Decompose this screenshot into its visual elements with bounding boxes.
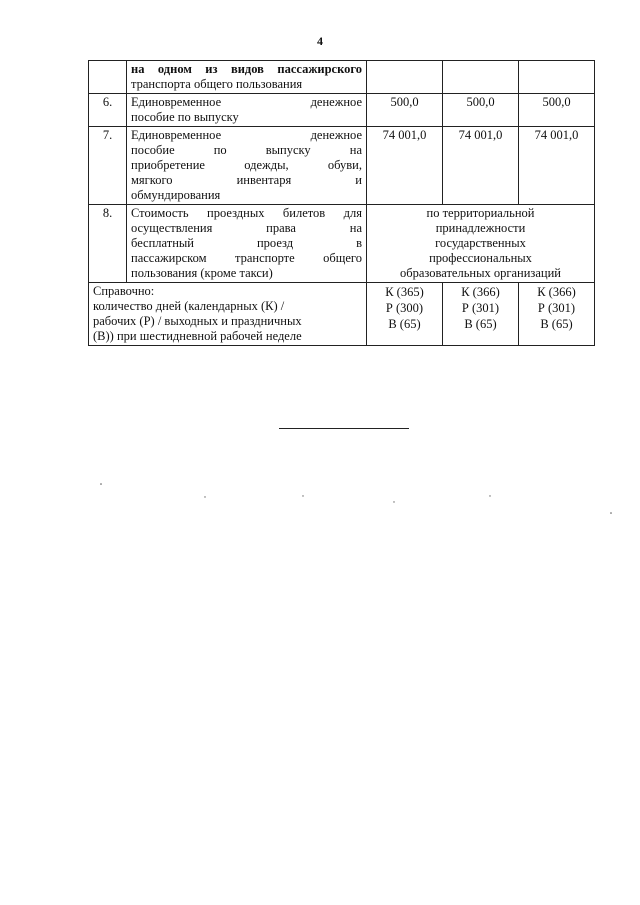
value-cell: 500,0 bbox=[367, 94, 443, 127]
table-row bbox=[89, 205, 595, 283]
value-cell: 74 001,0 bbox=[443, 127, 519, 205]
value-cell: 500,0 bbox=[519, 94, 595, 127]
value-cell bbox=[367, 61, 443, 94]
row-description bbox=[127, 94, 367, 127]
days-value: Р (301) bbox=[461, 301, 500, 315]
merged-line: принадлежности bbox=[435, 221, 526, 235]
desc-line: обмундирования bbox=[131, 188, 221, 202]
reference-line: рабочих (Р) / выходных и праздничных bbox=[93, 314, 302, 328]
value-cell: 74 001,0 bbox=[367, 127, 443, 205]
days-value: В (65) bbox=[540, 317, 573, 331]
row-description bbox=[127, 61, 367, 94]
days-cell bbox=[519, 283, 595, 346]
days-value: К (366) bbox=[461, 285, 500, 299]
days-value: К (366) bbox=[537, 285, 576, 299]
days-value: Р (300) bbox=[385, 301, 424, 315]
desc-line: мягкого инвентаря и bbox=[131, 173, 362, 187]
benefits-table bbox=[88, 60, 595, 346]
desc-line: Единовременное денежное bbox=[131, 128, 362, 142]
desc-line: Стоимость проездных билетов для bbox=[131, 206, 362, 220]
table-row bbox=[89, 94, 595, 127]
reference-line: (В)) при шестидневной рабочей неделе bbox=[93, 329, 302, 343]
table-row bbox=[89, 61, 595, 94]
merged-line: профессиональных bbox=[429, 251, 532, 265]
desc-line: пользования (кроме такси) bbox=[131, 266, 273, 280]
desc-line: транспорта общего пользования bbox=[131, 77, 303, 91]
merged-line: образовательных организаций bbox=[399, 266, 561, 280]
row-number: 6. bbox=[89, 94, 127, 127]
row-description bbox=[127, 205, 367, 283]
end-divider-line bbox=[279, 428, 409, 429]
desc-line: пособие по выпуску bbox=[131, 110, 239, 124]
desc-line: на одном из видов пассажирского bbox=[131, 62, 362, 76]
row-description bbox=[127, 127, 367, 205]
days-value: Р (301) bbox=[537, 301, 576, 315]
desc-line: осуществления права на bbox=[131, 221, 362, 235]
row-number: 7. bbox=[89, 127, 127, 205]
days-value: В (65) bbox=[464, 317, 497, 331]
desc-line: Единовременное денежное bbox=[131, 95, 362, 109]
reference-title: Справочно: bbox=[93, 284, 155, 298]
merged-value-cell bbox=[367, 205, 595, 283]
desc-line: пособие по выпуску на bbox=[131, 143, 362, 157]
merged-line: по территориальной bbox=[426, 206, 535, 220]
merged-line: государственных bbox=[435, 236, 526, 250]
table-row bbox=[89, 127, 595, 205]
value-cell bbox=[519, 61, 595, 94]
row-number: 8. bbox=[89, 205, 127, 283]
desc-line: приобретение одежды, обуви, bbox=[131, 158, 362, 172]
value-cell: 74 001,0 bbox=[519, 127, 595, 205]
value-cell bbox=[443, 61, 519, 94]
days-cell bbox=[367, 283, 443, 346]
reference-description bbox=[89, 283, 367, 346]
reference-row bbox=[89, 283, 595, 346]
days-value: В (65) bbox=[388, 317, 421, 331]
days-value: К (365) bbox=[385, 285, 424, 299]
days-cell bbox=[443, 283, 519, 346]
row-number bbox=[89, 61, 127, 94]
value-cell: 500,0 bbox=[443, 94, 519, 127]
desc-line: пассажирском транспорте общего bbox=[131, 251, 362, 265]
desc-line: бесплатный проезд в bbox=[131, 236, 362, 250]
page-number: 4 bbox=[317, 34, 323, 48]
reference-line: количество дней (календарных (К) / bbox=[93, 299, 285, 313]
